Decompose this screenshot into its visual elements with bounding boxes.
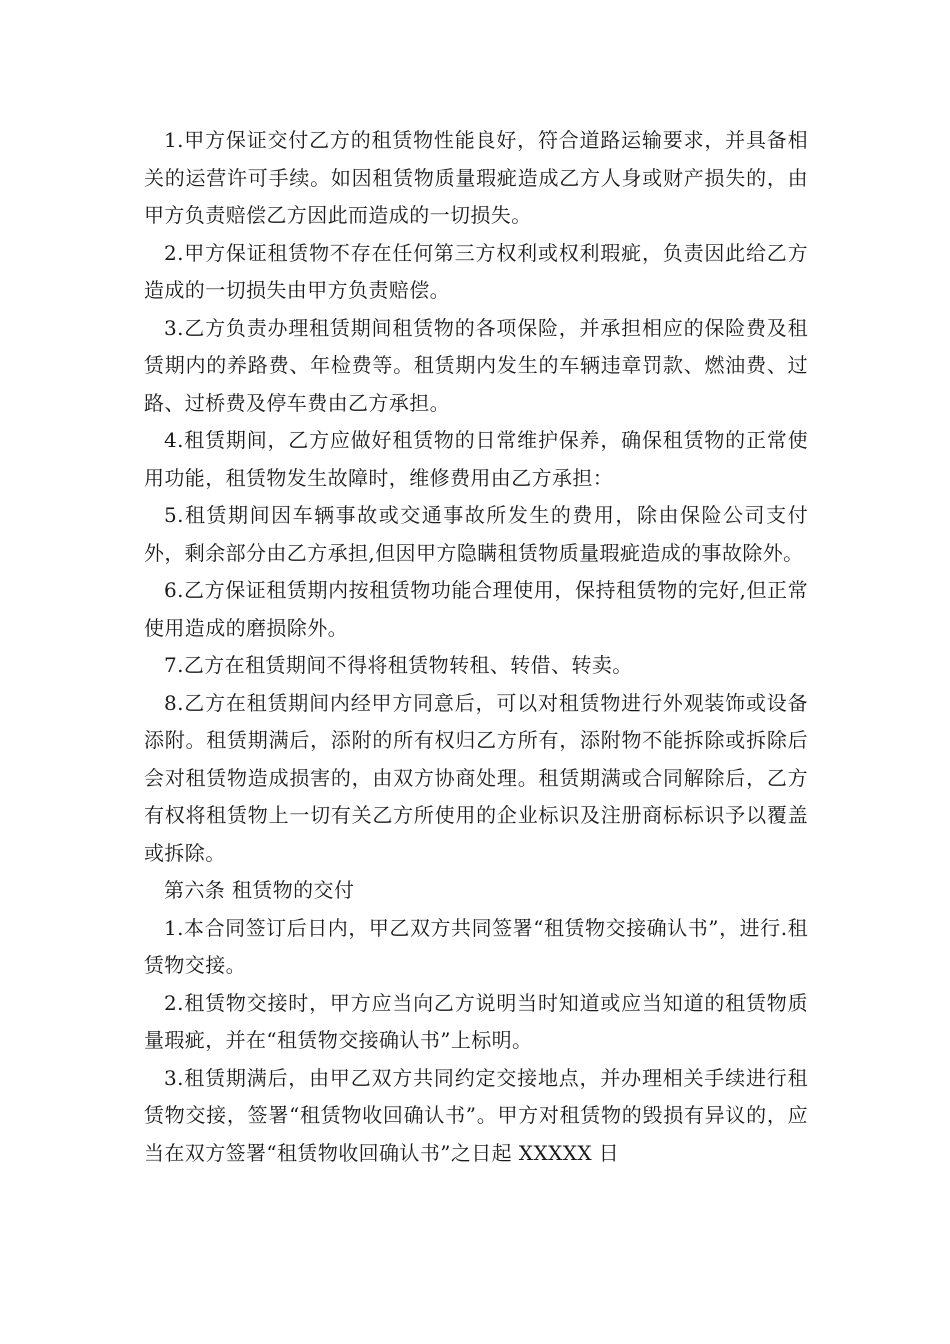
clause-paragraph-4: 4.租赁期间，乙方应做好租赁物的日常维护保养，确保租赁物的正常使用功能，租赁物发生故障时，维修费用由乙方承担： <box>144 428 808 490</box>
section-paragraph-1: 1.本合同签订后日内，甲乙双方共同签署“租赁物交接确认书”，进行.租赁物交接。 <box>144 915 808 977</box>
clause-paragraph-2: 2.甲方保证租赁物不存在任何第三方权利或权利瑕疵，负责因此给乙方造成的一切损失由甲方负责赔偿。 <box>144 240 808 302</box>
clause-paragraph-6: 6.乙方保证租赁期内按租赁物功能合理使用，保持租赁物的完好,但正常使用造成的磨损除外。 <box>144 578 808 640</box>
clause-paragraph-3: 3.乙方负责办理租赁期间租赁物的各项保险，并承担相应的保险费及租赁期内的养路费、年检费等。租赁期内发生的车辆违章罚款、燃油费、过路、过桥费及停车费由乙方承担。 <box>144 315 808 415</box>
section-paragraph-3: 3.租赁期满后，由甲乙双方共同约定交接地点，并办理相关手续进行租赁物交接，签署“租赁物收回确认书”。甲方对租赁物的毁损有异议的，应当在双方签署“租赁物收回确认书”之日起 XXXXX 日 <box>144 1065 808 1165</box>
section-paragraph-2: 2.租赁物交接时，甲方应当向乙方说明当时知道或应当知道的租赁物质量瑕疵，并在“租赁物交接确认书”上标明。 <box>144 990 808 1052</box>
document-body <box>144 122 808 1172</box>
section-heading: 第六条 租赁物的交付 <box>164 878 355 902</box>
clause-paragraph-8: 8.乙方在租赁期间内经甲方同意后，可以对租赁物进行外观装饰或设备添附。租赁期满后，添附的所有权归乙方所有，添附物不能拆除或拆除后会对租赁物造成损害的，由双方协商处理。租赁期满或合同解除后，乙方有权将租赁物上一切有关乙方所使用的企业标识及注册商标标识予以覆盖或拆除。 <box>144 690 808 865</box>
clause-paragraph-1: 1.甲方保证交付乙方的租赁物性能良好，符合道路运输要求，并具备相关的运营许可手续。如因租赁物质量瑕疵造成乙方人身或财产损失的，由甲方负责赔偿乙方因此而造成的一切损失。 <box>144 128 808 227</box>
clause-paragraph-5: 5.租赁期间因车辆事故或交通事故所发生的费用，除由保险公司支付外，剩余部分由乙方承担,但因甲方隐瞒租赁物质量瑕疵造成的事故除外。 <box>144 503 808 565</box>
clause-paragraph-7: 7.乙方在租赁期间不得将租赁物转租、转借、转卖。 <box>164 653 633 677</box>
